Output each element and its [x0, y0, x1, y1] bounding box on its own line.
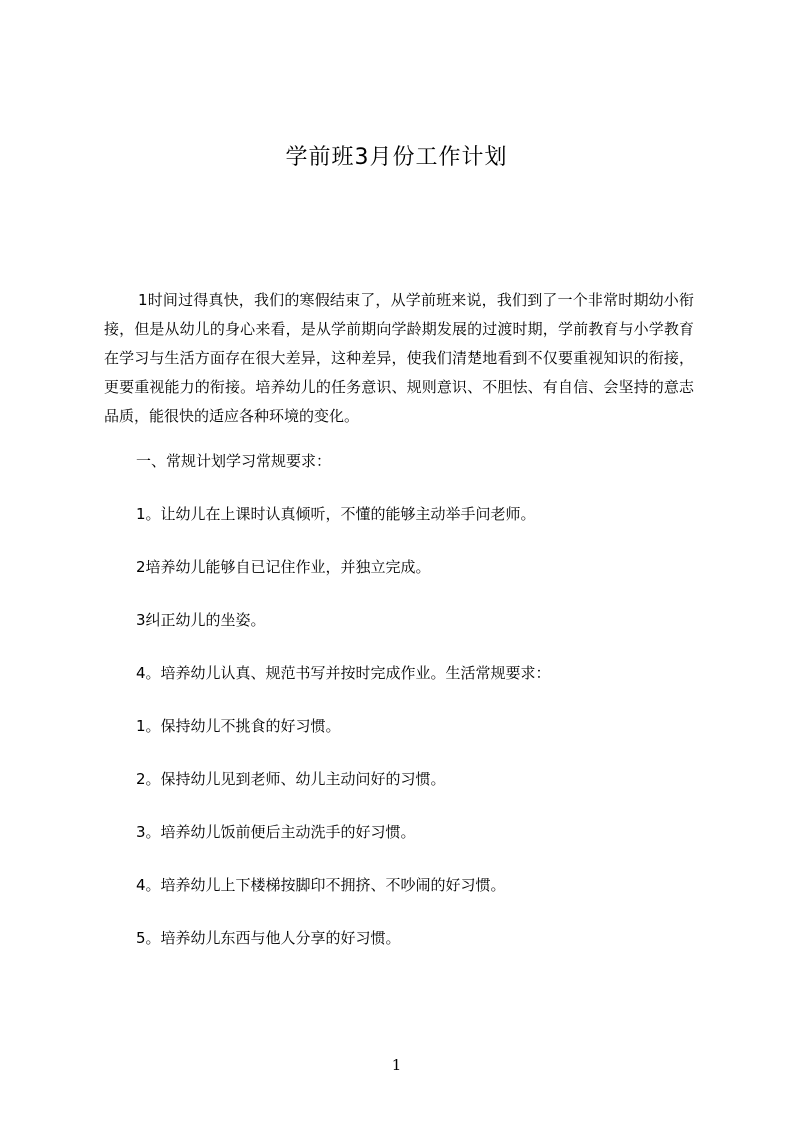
list-item: 3。培养幼儿饭前便后主动洗手的好习惯。 — [136, 823, 416, 841]
list-item: 3纠正幼儿的坐姿。 — [136, 611, 266, 629]
intro-paragraph: 1时间过得真快，我们的寒假结束了，从学前班来说，我们到了一个非常时期幼小衔接，但是从幼儿的身心来看，是从学前期向学龄期发展的过渡时期，学前教育与小学教育在学习与生活方面存在很大差异，这种差异，使我们清楚地看到不仅要重视知识的衔接，更要重视能力的衔接。培养幼儿的任务意识、规则意识、不胆怯、有自信、会坚持的意志品质，能很快的适应各种环境的变化。 — [104, 291, 694, 425]
list-item: 2培养幼儿能够自已记住作业，并独立完成。 — [136, 558, 431, 576]
section-heading-routine: 一、常规计划学习常规要求： — [136, 452, 332, 470]
list-item: 5。培养幼儿东西与他人分享的好习惯。 — [136, 929, 401, 947]
page-number: 1 — [391, 1056, 402, 1074]
list-item: 2。保持幼儿见到老师、幼儿主动问好的习惯。 — [136, 770, 446, 788]
document-title: 学前班3月份工作计划 — [285, 145, 508, 170]
list-item: 1。保持幼儿不挑食的好习惯。 — [136, 717, 341, 735]
list-item: 1。让幼儿在上课时认真倾听，不懂的能够主动举手问老师。 — [136, 505, 536, 523]
list-item: 4。培养幼儿上下楼梯按脚印不拥挤、不吵闹的好习惯。 — [136, 876, 506, 894]
list-item: 4。培养幼儿认真、规范书写并按时完成作业。生活常规要求： — [136, 664, 551, 682]
